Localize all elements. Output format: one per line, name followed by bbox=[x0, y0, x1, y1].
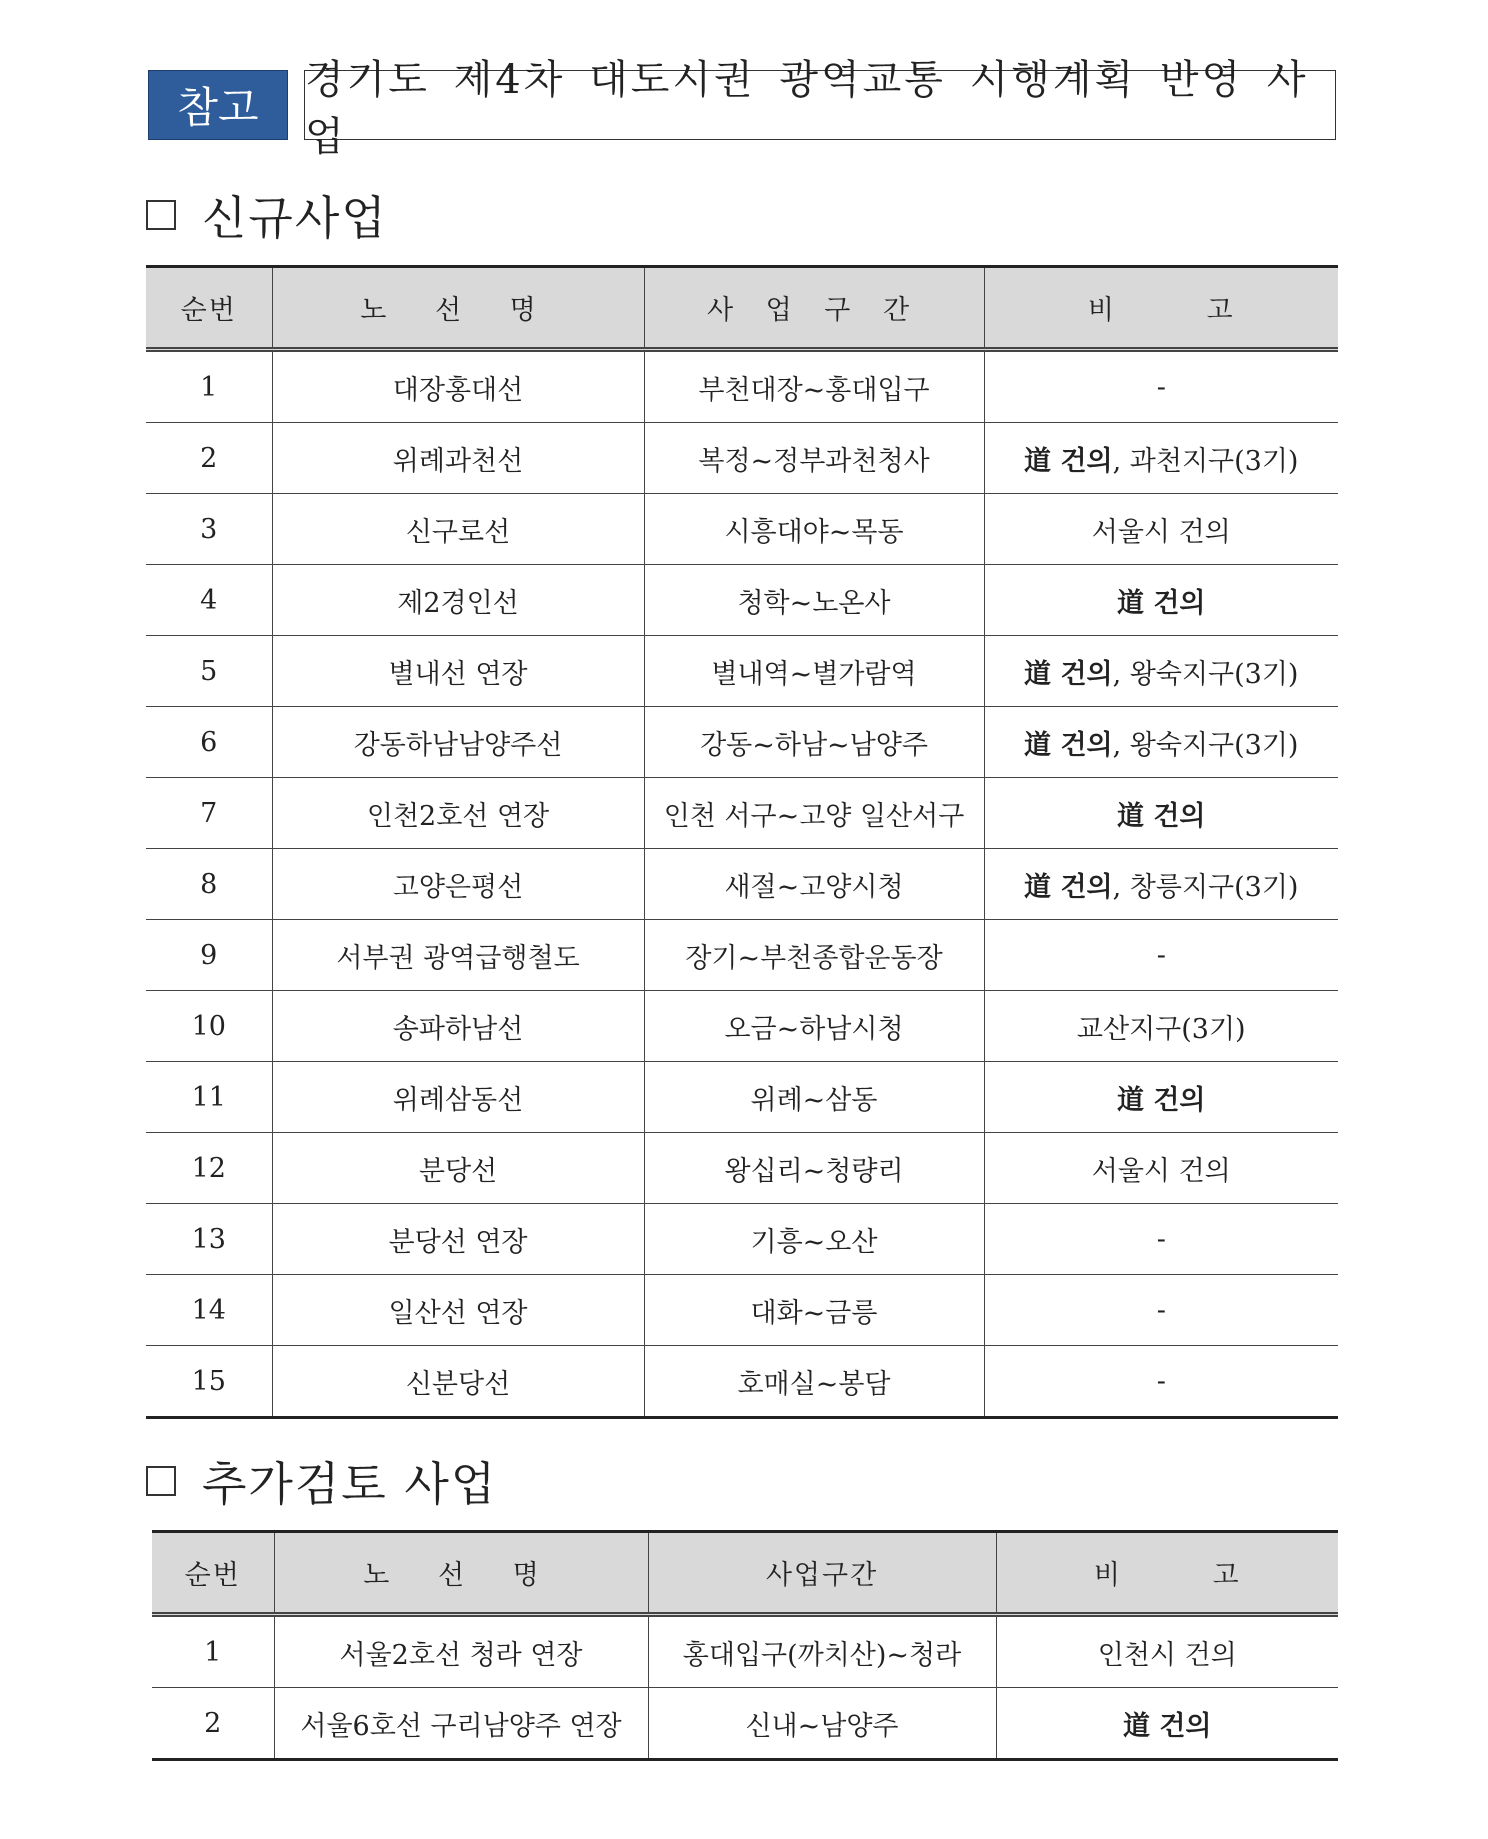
cell-range: 부천대장~홍대입구 bbox=[644, 350, 984, 423]
table-row bbox=[146, 1346, 1338, 1418]
cell-name: 고양은평선 bbox=[272, 849, 644, 920]
table-row bbox=[152, 1688, 1338, 1760]
cell-note bbox=[996, 1688, 1338, 1760]
section-title: 추가검토 사업 bbox=[202, 1457, 498, 1511]
note-proposal: 道 건의 bbox=[1024, 871, 1113, 903]
cell-note bbox=[984, 1204, 1338, 1275]
note-text: , 왕숙지구(3기) bbox=[1112, 658, 1299, 690]
cell-note bbox=[984, 1062, 1338, 1133]
note-text: - bbox=[1156, 1365, 1166, 1397]
cell-note bbox=[996, 1615, 1338, 1688]
cell-range: 오금~하남시청 bbox=[644, 991, 984, 1062]
cell-name: 송파하남선 bbox=[272, 991, 644, 1062]
table-row bbox=[146, 423, 1338, 494]
note-proposal: 道 건의 bbox=[1024, 658, 1113, 690]
header-no: 순번 bbox=[152, 1532, 274, 1615]
note-proposal: 道 건의 bbox=[1122, 1710, 1212, 1742]
cell-name: 일산선 연장 bbox=[272, 1275, 644, 1346]
cell-range: 대화~금릉 bbox=[644, 1275, 984, 1346]
note-text: - bbox=[1156, 371, 1166, 403]
header-name: 노 선 명 bbox=[272, 267, 644, 350]
cell-name: 신분당선 bbox=[272, 1346, 644, 1418]
note-proposal: 道 건의 bbox=[1116, 800, 1206, 832]
cell-note bbox=[984, 565, 1338, 636]
table-row bbox=[152, 1615, 1338, 1688]
note-proposal: 道 건의 bbox=[1116, 1084, 1206, 1116]
cell-range: 호매실~봉담 bbox=[644, 1346, 984, 1418]
cell-no: 15 bbox=[146, 1346, 272, 1418]
note-text: , 창릉지구(3기) bbox=[1112, 871, 1299, 903]
cell-range: 장기~부천종합운동장 bbox=[644, 920, 984, 991]
cell-name: 분당선 연장 bbox=[272, 1204, 644, 1275]
section-additional-review bbox=[146, 1448, 497, 1514]
cell-name: 인천2호선 연장 bbox=[272, 778, 644, 849]
cell-name: 분당선 bbox=[272, 1133, 644, 1204]
cell-no: 6 bbox=[146, 707, 272, 778]
cell-name: 대장홍대선 bbox=[272, 350, 644, 423]
cell-no: 12 bbox=[146, 1133, 272, 1204]
cell-name: 신구로선 bbox=[272, 494, 644, 565]
note-text: 서울시 건의 bbox=[1091, 1155, 1231, 1187]
table-row bbox=[146, 636, 1338, 707]
reference-badge: 참고 bbox=[148, 70, 288, 140]
note-text: 인천시 건의 bbox=[1097, 1639, 1237, 1671]
table-row bbox=[146, 707, 1338, 778]
note-text: - bbox=[1156, 1223, 1166, 1255]
cell-note bbox=[984, 1133, 1338, 1204]
header-range: 사 업 구 간 bbox=[644, 267, 984, 350]
note-text: , 과천지구(3기) bbox=[1112, 445, 1299, 477]
cell-no: 5 bbox=[146, 636, 272, 707]
cell-range: 인천 서구~고양 일산서구 bbox=[644, 778, 984, 849]
section-title: 신규사업 bbox=[202, 191, 388, 245]
section-new-projects bbox=[146, 182, 388, 248]
cell-note bbox=[984, 849, 1338, 920]
cell-range: 위례~삼동 bbox=[644, 1062, 984, 1133]
note-text: 교산지구(3기) bbox=[1076, 1013, 1246, 1045]
cell-no: 7 bbox=[146, 778, 272, 849]
cell-no: 1 bbox=[146, 350, 272, 423]
table-row bbox=[146, 565, 1338, 636]
cell-name: 서울6호선 구리남양주 연장 bbox=[274, 1688, 648, 1760]
note-proposal: 道 건의 bbox=[1024, 445, 1113, 477]
table-row bbox=[146, 350, 1338, 423]
header-name: 노 선 명 bbox=[274, 1532, 648, 1615]
table-row bbox=[146, 1133, 1338, 1204]
checkbox-square-icon bbox=[146, 1466, 176, 1496]
page-header bbox=[148, 57, 1336, 160]
cell-range: 왕십리~청량리 bbox=[644, 1133, 984, 1204]
cell-note bbox=[984, 1346, 1338, 1418]
header-note: 비 고 bbox=[996, 1532, 1338, 1615]
cell-no: 14 bbox=[146, 1275, 272, 1346]
table-header-row bbox=[146, 267, 1338, 350]
cell-note bbox=[984, 707, 1338, 778]
cell-no: 2 bbox=[146, 423, 272, 494]
cell-note bbox=[984, 636, 1338, 707]
additional-review-table bbox=[152, 1530, 1338, 1761]
cell-note bbox=[984, 778, 1338, 849]
cell-note bbox=[984, 494, 1338, 565]
table-row bbox=[146, 991, 1338, 1062]
table-row bbox=[146, 849, 1338, 920]
cell-note bbox=[984, 350, 1338, 423]
note-text: - bbox=[1156, 939, 1166, 971]
cell-name: 별내선 연장 bbox=[272, 636, 644, 707]
table-row bbox=[146, 920, 1338, 991]
cell-name: 서부권 광역급행철도 bbox=[272, 920, 644, 991]
cell-name: 제2경인선 bbox=[272, 565, 644, 636]
header-no: 순번 bbox=[146, 267, 272, 350]
cell-no: 3 bbox=[146, 494, 272, 565]
cell-range: 복정~정부과천청사 bbox=[644, 423, 984, 494]
cell-name: 강동하남남양주선 bbox=[272, 707, 644, 778]
cell-no: 11 bbox=[146, 1062, 272, 1133]
note-text: 서울시 건의 bbox=[1091, 516, 1231, 548]
cell-no: 13 bbox=[146, 1204, 272, 1275]
cell-note bbox=[984, 991, 1338, 1062]
table-row bbox=[146, 778, 1338, 849]
cell-note bbox=[984, 920, 1338, 991]
note-proposal: 道 건의 bbox=[1024, 729, 1113, 761]
page-title: 경기도 제4차 대도시권 광역교통 시행계획 반영 사업 bbox=[304, 70, 1336, 140]
table-row bbox=[146, 1275, 1338, 1346]
cell-range: 시흥대야~목동 bbox=[644, 494, 984, 565]
cell-no: 9 bbox=[146, 920, 272, 991]
cell-no: 4 bbox=[146, 565, 272, 636]
table-row bbox=[146, 494, 1338, 565]
note-text: - bbox=[1156, 1294, 1166, 1326]
cell-note bbox=[984, 1275, 1338, 1346]
new-projects-table bbox=[146, 265, 1338, 1419]
cell-range: 신내~남양주 bbox=[648, 1688, 996, 1760]
cell-range: 기흥~오산 bbox=[644, 1204, 984, 1275]
cell-no: 1 bbox=[152, 1615, 274, 1688]
cell-note bbox=[984, 423, 1338, 494]
cell-name: 위례과천선 bbox=[272, 423, 644, 494]
cell-range: 새절~고양시청 bbox=[644, 849, 984, 920]
checkbox-square-icon bbox=[146, 200, 176, 230]
header-note: 비 고 bbox=[984, 267, 1338, 350]
cell-no: 8 bbox=[146, 849, 272, 920]
table-header-row bbox=[152, 1532, 1338, 1615]
cell-name: 위례삼동선 bbox=[272, 1062, 644, 1133]
cell-range: 홍대입구(까치산)~청라 bbox=[648, 1615, 996, 1688]
cell-range: 청학~노온사 bbox=[644, 565, 984, 636]
table-row bbox=[146, 1204, 1338, 1275]
cell-name: 서울2호선 청라 연장 bbox=[274, 1615, 648, 1688]
note-proposal: 道 건의 bbox=[1116, 587, 1206, 619]
note-text: , 왕숙지구(3기) bbox=[1112, 729, 1299, 761]
cell-range: 강동~하남~남양주 bbox=[644, 707, 984, 778]
cell-no: 10 bbox=[146, 991, 272, 1062]
cell-no: 2 bbox=[152, 1688, 274, 1760]
cell-range: 별내역~별가람역 bbox=[644, 636, 984, 707]
table-row bbox=[146, 1062, 1338, 1133]
header-range: 사업구간 bbox=[648, 1532, 996, 1615]
